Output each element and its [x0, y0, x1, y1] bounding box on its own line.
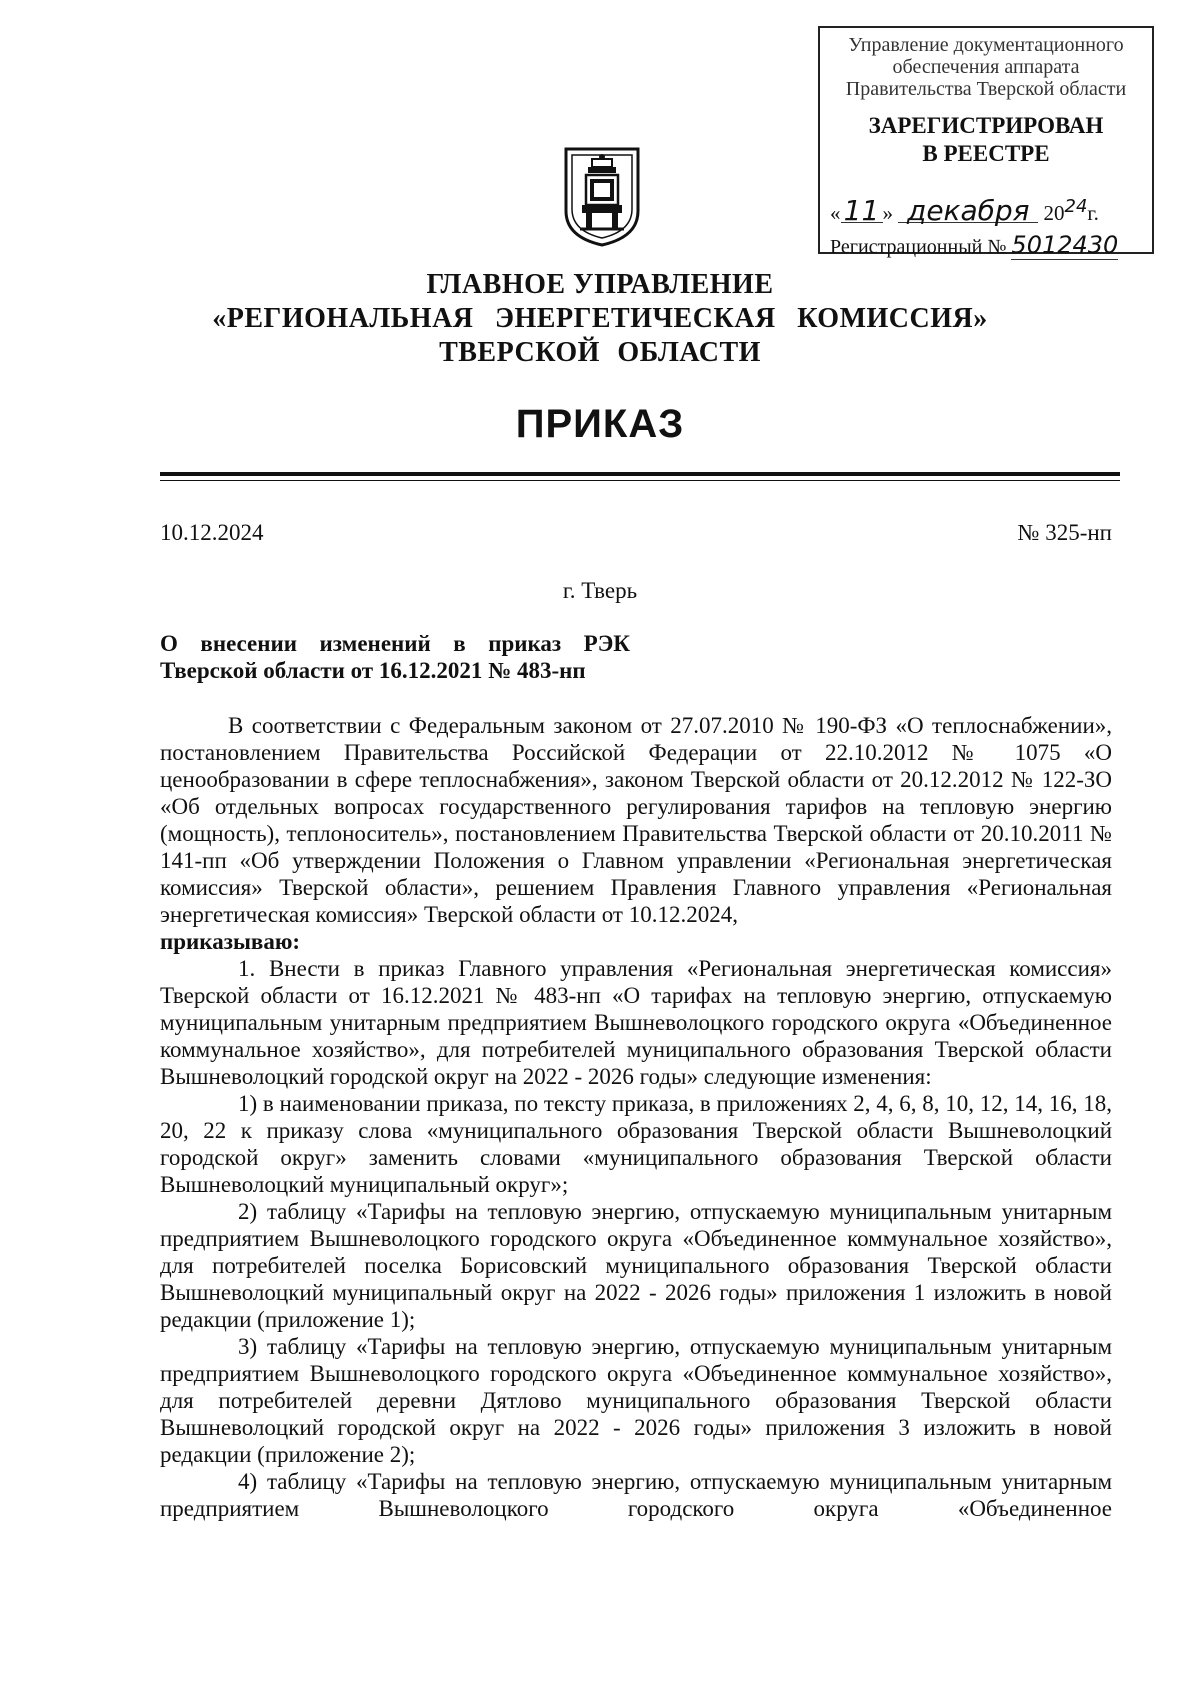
stamp-registration-number — [830, 231, 1146, 259]
stamp-date — [830, 194, 1146, 227]
stamp-registered-line-2: В РЕЕСТРЕ — [922, 141, 1050, 166]
stamp-date-year-suffix: 24 — [1064, 196, 1088, 217]
stamp-date-month: декабря — [898, 200, 1038, 223]
order-date: 10.12.2024 — [160, 520, 264, 545]
header-line-2: «РЕГИОНАЛЬНАЯ ЭНЕРГЕТИЧЕСКАЯ КОМИССИЯ» — [212, 303, 988, 334]
header-line-3: ТВЕРСКОЙ ОБЛАСТИ — [439, 337, 761, 368]
stamp-line-3: Правительства Тверской области — [845, 78, 1127, 100]
subitem-4-paragraph: 4) таблицу «Тарифы на тепловую энергию, отпускаемую муниципальным унитарным предприятием Вышневолоцкого городского округа «Объединенное — [160, 1469, 1112, 1521]
header-line-1: ГЛАВНОЕ УПРАВЛЕНИЕ — [426, 269, 774, 300]
header-rule-thick — [160, 472, 1120, 476]
order-city: г. Тверь — [562, 578, 638, 603]
subitem-1-paragraph: 1) в наименовании приказа, по тексту приказа, в приложениях 2, 4, 6, 8, 10, 12, 14, 16, 18, 20, 22 к приказу слова «муниципального образования Тверской области Вышневолоцкий городской округ» заменить словами «муниципального образования Тверской области Вышневолоцкий муниципальный округ»; — [160, 1091, 1112, 1197]
order-subject: О внесении изменений в приказ РЭК Тверской области от 16.12.2021 № 483-нп — [160, 631, 630, 683]
stamp-date-year-prefix: 20 — [1043, 201, 1065, 225]
registration-stamp — [818, 26, 1154, 259]
order-body — [160, 712, 1112, 1522]
subitem-2-paragraph: 2) таблицу «Тарифы на тепловую энергию, отпускаемую муниципальным унитарным предприятием Вышневолоцкого городского округа «Объединенное коммунальное хозяйство», для потребителей поселка Борисовский муниципального образования Тверской области Вышневолоцкий муниципальный округ на 2022 - 2026 годы» приложения 1 изложить в новой редакции (приложение 1); — [160, 1199, 1112, 1332]
preamble-paragraph: В соответствии с Федеральным законом от 27.07.2010 № 190-ФЗ «О теплоснабжении», постановлением Правительства Российской Федерации от 22.10.2012 № 1075 «О ценообразовании в сфере теплоснабжения», законом Тверской области от 20.12.2012 № 122-ЗО «Об отдельных вопросах государственного регулирования тарифов на тепловую энергию (мощность), теплоноситель», постановлением Правительства Тверской области от 20.10.2011 № 141-пп «Об утверждении Положения о Главном управлении «Региональная энергетическая комиссия» Тверской области», решением Правления Главного управления «Региональная энергетическая комиссия» Тверской области от 10.12.2024, — [160, 713, 1112, 927]
coat-of-arms-icon — [562, 145, 642, 249]
order-number: № 325-нп — [1017, 520, 1112, 545]
order-title: ПРИКАЗ — [515, 402, 685, 446]
subitem-3-paragraph: 3) таблицу «Тарифы на тепловую энергию, отпускаемую муниципальным унитарным предприятием Вышневолоцкого городского округа «Объединенное коммунальное хозяйство», для потребителей деревни Дятлово муниципального образования Тверской области Вышневолоцкий городской округ на 2022 - 2026 годы» приложения 3 изложить в новой редакции (приложение 2); — [160, 1334, 1112, 1467]
order-word: приказываю: — [160, 929, 301, 954]
stamp-line-1: Управление документационного — [848, 34, 1124, 56]
header-rule-thin — [160, 480, 1120, 481]
item-1-paragraph: 1. Внести в приказ Главного управления «Региональная энергетическая комиссия» Тверской области от 16.12.2021 № 483-нп «О тарифах на тепловую энергию, отпускаемую муниципальным унитарным предприятием Вышневолоцкого городского округа «Объединенное коммунальное хозяйство», для потребителей муниципального образования Тверской области Вышневолоцкий городской округ на 2022 - 2026 годы» следующие изменения: — [160, 956, 1112, 1089]
stamp-line-2: обеспечения аппарата — [892, 56, 1080, 78]
stamp-registered-line-1: ЗАРЕГИСТРИРОВАН — [868, 113, 1104, 138]
stamp-reg-number: 5012430 — [1011, 231, 1119, 259]
stamp-date-day: 11 — [841, 200, 883, 223]
stamp-reg-label: Регистрационный № — [830, 236, 1007, 258]
stamp-date-g: г. — [1087, 201, 1099, 225]
stamp-date-mid: » — [882, 201, 893, 225]
stamp-date-open: « — [830, 201, 841, 225]
